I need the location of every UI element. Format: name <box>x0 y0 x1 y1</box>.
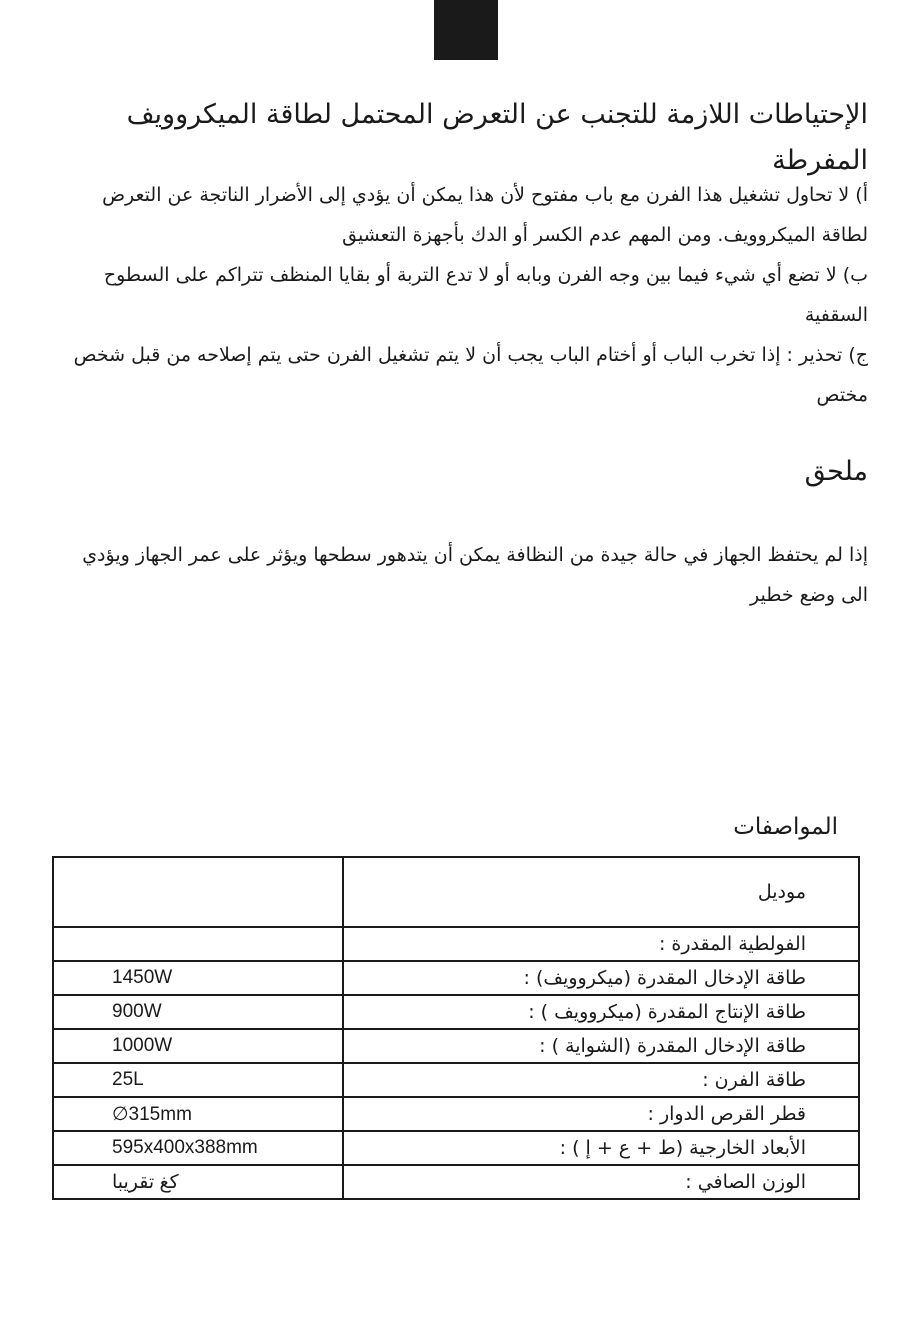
table-row <box>53 1165 859 1199</box>
table-row <box>53 995 859 1029</box>
spec-value: كغ تقريبا <box>53 1165 343 1199</box>
spec-label: طاقة الإدخال المقدرة (الشواية ) : <box>343 1029 859 1063</box>
spec-label: طاقة الفرن : <box>343 1063 859 1097</box>
model-label: موديل <box>343 857 859 927</box>
precaution-item-b: ب) لا تضع أي شيء فيما بين وجه الفرن وبابه أو لا تدع التربة أو بقايا المنظف تتراكم على السطوح السقفية <box>103 264 868 326</box>
table-row <box>53 1131 859 1165</box>
spec-value <box>53 927 343 961</box>
spec-label: الأبعاد الخارجية (ط + ع + إ ) : <box>343 1131 859 1165</box>
table-row <box>53 1063 859 1097</box>
appendix-body: إذا لم يحتفظ الجهاز في حالة جيدة من النظافة يمكن أن يتدهور سطحها ويؤثر على عمر الجهاز ويؤدي الى وضع خطير <box>82 544 868 606</box>
spec-value: 1450W <box>53 961 343 995</box>
table-row <box>53 927 859 961</box>
appendix-title: ملحق <box>804 456 868 487</box>
spec-label: الوزن الصافي : <box>343 1165 859 1199</box>
spec-value: 25L <box>53 1063 343 1097</box>
table-row <box>53 961 859 995</box>
precautions-heading: الإحتياطات اللازمة للتجنب عن التعرض المحتمل لطاقة الميكروويف المفرطة <box>126 99 868 176</box>
precaution-item-c: ج) تحذير : إذا تخرب الباب أو أختام الباب يجب أن لا يتم تشغيل الفرن حتى يتم إصلاحه من قبل شخص مختص <box>73 344 868 406</box>
precaution-item-a: أ) لا تحاول تشغيل هذا الفرن مع باب مفتوح لأن هذا يمكن أن يؤدي إلى الأضرار الناتجة عن التعرض لطاقة الميكروويف. ومن المهم عدم الكسر أو الدك بأجهزة التعشيق <box>102 184 868 246</box>
table-row <box>53 857 859 927</box>
table-row <box>53 1029 859 1063</box>
spec-value: ∅315mm <box>53 1097 343 1131</box>
spec-value: 595x400x388mm <box>53 1131 343 1165</box>
spec-value: 900W <box>53 995 343 1029</box>
specifications-table <box>52 856 860 1200</box>
model-value <box>53 857 343 927</box>
spec-label: طاقة الإنتاج المقدرة (ميكروويف ) : <box>343 995 859 1029</box>
page-tab-marker <box>434 0 498 60</box>
spec-value: 1000W <box>53 1029 343 1063</box>
spec-label: الفولطية المقدرة : <box>343 927 859 961</box>
specifications-title: المواصفات <box>733 814 838 840</box>
spec-label: قطر القرص الدوار : <box>343 1097 859 1131</box>
table-row <box>53 1097 859 1131</box>
spec-label: طاقة الإدخال المقدرة (ميكروويف) : <box>343 961 859 995</box>
